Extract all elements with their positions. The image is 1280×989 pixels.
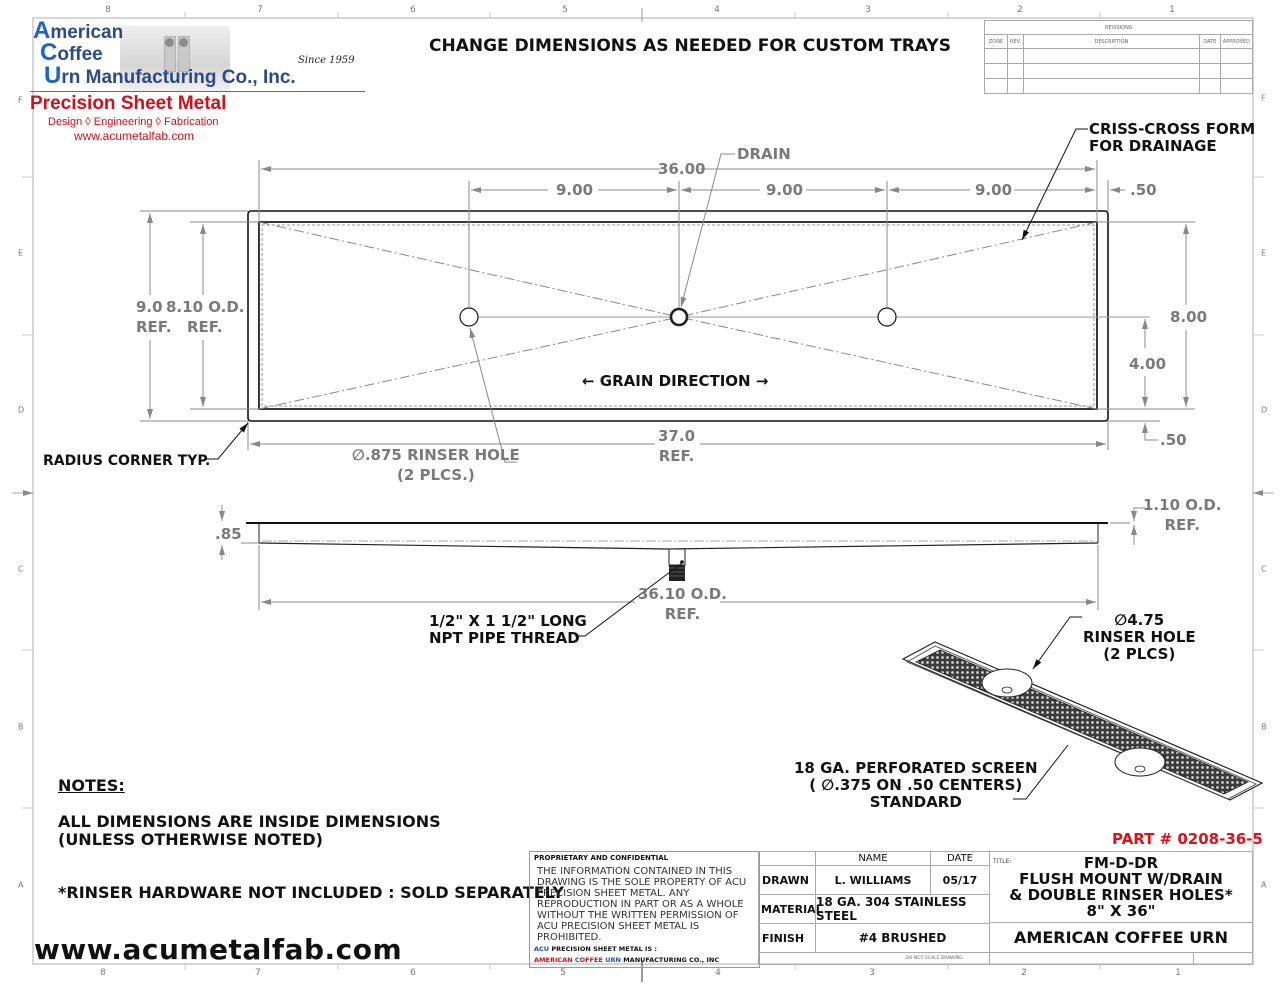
- rev-col-date: DATE: [1199, 35, 1220, 49]
- zone-letter: E: [1261, 248, 1267, 258]
- custom-trays-instruction: CHANGE DIMENSIONS AS NEEDED FOR CUSTOM TRAYS: [429, 36, 951, 56]
- tb-title-line-1: FM-D-DR: [1083, 854, 1159, 872]
- tb-do-not-scale: DO NOT SCALE DRAWING: [758, 952, 990, 965]
- zone-number: 3: [865, 5, 871, 15]
- zone-letter: A: [18, 880, 24, 890]
- tb-drawn-date: 05/17: [930, 865, 990, 895]
- zone-letter: D: [18, 405, 25, 415]
- grain-direction-label: ← GRAIN DIRECTION →: [582, 372, 769, 390]
- logo-website: www.acumetalfab.com: [74, 129, 195, 143]
- overall-length-ref-dim: 37.0 REF.: [658, 427, 696, 465]
- hole-spacing-dim-1: 9.00: [556, 181, 594, 199]
- footer-website[interactable]: www.acumetalfab.com: [34, 933, 403, 966]
- tb-blank-cell-a: [989, 952, 1194, 965]
- zone-number: 4: [714, 5, 720, 15]
- tb-finish-label: FINISH: [758, 923, 816, 953]
- note-rinser-hardware: *RINSER HARDWARE NOT INCLUDED : SOLD SEPARATELY: [58, 883, 564, 902]
- hole-spacing-dim-3: 9.00: [975, 181, 1013, 199]
- depth-dim: .85: [215, 525, 242, 543]
- company-logo: [30, 17, 368, 143]
- rev-col-zone: ZONE: [985, 35, 1008, 49]
- rev-col-approved: APPROVED: [1220, 35, 1252, 49]
- half-height-dim: 4.00: [1129, 355, 1167, 373]
- zone-letter: C: [18, 564, 24, 574]
- tb-drawn-name: L. WILLIAMS: [815, 865, 931, 895]
- tb-blank-header: [758, 851, 816, 866]
- hole-spacing-dim-2: 9.00: [766, 181, 804, 199]
- criss-cross-note: CRISS-CROSS FORM FOR DRAINAGE: [1089, 120, 1256, 156]
- notes-heading: NOTES:: [58, 776, 125, 795]
- logo-services: Design ◊ Engineering ◊ Fabrication: [48, 116, 219, 128]
- iso-rinser-hole-note: ∅4.75 RINSER HOLE (2 PLCS): [1083, 611, 1196, 663]
- rev-row: [985, 64, 1253, 79]
- revisions-title: REVISIONS: [985, 21, 1253, 35]
- zone-letter: F: [1261, 93, 1266, 103]
- zone-letter: B: [18, 722, 24, 732]
- rev-row: [985, 49, 1253, 64]
- tb-blank-cell-b: [1193, 952, 1253, 965]
- zone-letter: F: [18, 95, 23, 105]
- company-line: AMERICAN COFFEE URN MANUFACTURING CO., INC: [534, 956, 720, 964]
- top-view: [140, 129, 1195, 462]
- zone-number: 4: [715, 968, 721, 978]
- logo-line-urn: Urn Manufacturing Co., Inc.: [44, 62, 296, 89]
- perforated-screen-note: 18 GA. PERFORATED SCREEN ( ∅.375 ON .50 CENTERS) STANDARD: [794, 759, 1038, 811]
- zone-letter: E: [18, 248, 24, 258]
- zone-number: 7: [255, 968, 261, 978]
- proprietary-body: THE INFORMATION CONTAINED IN THIS DRAWING IS THE SOLE PROPERTY OF ACU PRECISION SHEET METAL. ANY REPRODUCTION IN PART OR AS A WHOLE WITHOUT THE WRITTEN PERMISSION OF ACU PRECISION SHEET METAL IS PROHIBITED.: [537, 866, 747, 943]
- zone-letter: B: [1261, 722, 1267, 732]
- rev-row: [985, 79, 1253, 94]
- zone-number: 8: [100, 968, 106, 978]
- flange-bottom-dim: .50: [1160, 431, 1187, 449]
- inside-height-dim: 8.00: [1170, 308, 1208, 326]
- tb-title-line-4: 8" X 36": [1086, 902, 1156, 920]
- zone-letter: A: [1261, 880, 1267, 890]
- tb-date-header: DATE: [930, 851, 990, 866]
- note-unless-otherwise: (UNLESS OTHERWISE NOTED): [58, 830, 323, 849]
- revisions-table: [984, 20, 1253, 94]
- rev-col-rev: REV.: [1008, 35, 1024, 49]
- proprietary-notice: [529, 851, 760, 968]
- length-od-ref-dim: 36.10 O.D. REF.: [638, 585, 727, 623]
- flange-right-dim: .50: [1130, 181, 1157, 199]
- zone-number: 6: [410, 5, 416, 15]
- tb-title-line-2: FLUSH MOUNT W/DRAIN: [1019, 870, 1223, 888]
- logo-divider: [30, 91, 365, 92]
- logo-tagline: Precision Sheet Metal: [30, 93, 227, 114]
- zone-number: 2: [1021, 968, 1027, 978]
- part-number: PART # 0208-36-5: [1112, 830, 1263, 848]
- drain-hole: [671, 309, 687, 325]
- overall-width-dim: 36.00: [658, 160, 706, 178]
- zone-letter: D: [1261, 405, 1268, 415]
- tb-name-header: NAME: [815, 851, 931, 866]
- tb-finish-value: #4 BRUSHED: [815, 923, 990, 953]
- zone-number: 2: [1017, 5, 1023, 15]
- logo-line-american: American: [33, 17, 124, 44]
- zone-number: 8: [105, 5, 111, 15]
- logo-since: Since 1959: [298, 55, 355, 66]
- logo-line-coffee: Coffee: [40, 39, 103, 66]
- tb-material-label: MATERIAL: [758, 894, 816, 924]
- depth-od-ref-dim: 1.10 O.D. REF.: [1143, 496, 1222, 534]
- proprietary-heading: PROPRIETARY AND CONFIDENTIAL: [534, 854, 669, 862]
- zone-number: 1: [1169, 5, 1175, 15]
- rinser-hole-left: [460, 308, 478, 326]
- zone-number: 1: [1175, 968, 1181, 978]
- rinser-hole-right: [878, 308, 896, 326]
- zone-number: 7: [257, 5, 263, 15]
- outer-height-ref-dim: 9.0 REF.: [136, 298, 172, 336]
- rinser-hole-note: ∅.875 RINSER HOLE (2 PLCS.): [352, 446, 520, 484]
- tb-drawn-label: DRAWN: [758, 865, 816, 895]
- tb-title-line-3: & DOUBLE RINSER HOLES*: [1009, 886, 1233, 904]
- zone-number: 5: [562, 5, 568, 15]
- tb-material-value: 18 GA. 304 STAINLESS STEEL: [815, 894, 990, 924]
- zone-number: 6: [410, 968, 416, 978]
- radius-corner-note: RADIUS CORNER TYP.: [43, 453, 211, 469]
- tb-customer: AMERICAN COFFEE URN: [989, 922, 1253, 953]
- zone-number: 5: [560, 968, 566, 978]
- zone-letter: C: [1261, 564, 1267, 574]
- rev-col-description: DESCRIPTION: [1024, 35, 1200, 49]
- zone-number: 3: [869, 968, 875, 978]
- od-height-ref-dim: 8.10 O.D. REF.: [166, 298, 245, 336]
- drain-label: DRAIN: [737, 145, 791, 163]
- pipe-thread-note: 1/2" X 1 1/2" LONG NPT PIPE THREAD: [429, 612, 587, 648]
- tb-title-label: TITLE:: [993, 858, 1012, 865]
- note-inside-dimensions: ALL DIMENSIONS ARE INSIDE DIMENSIONS: [58, 812, 441, 831]
- acu-line: ACU PRECISION SHEET METAL IS :: [534, 945, 658, 953]
- tb-title-cell: [989, 851, 1253, 923]
